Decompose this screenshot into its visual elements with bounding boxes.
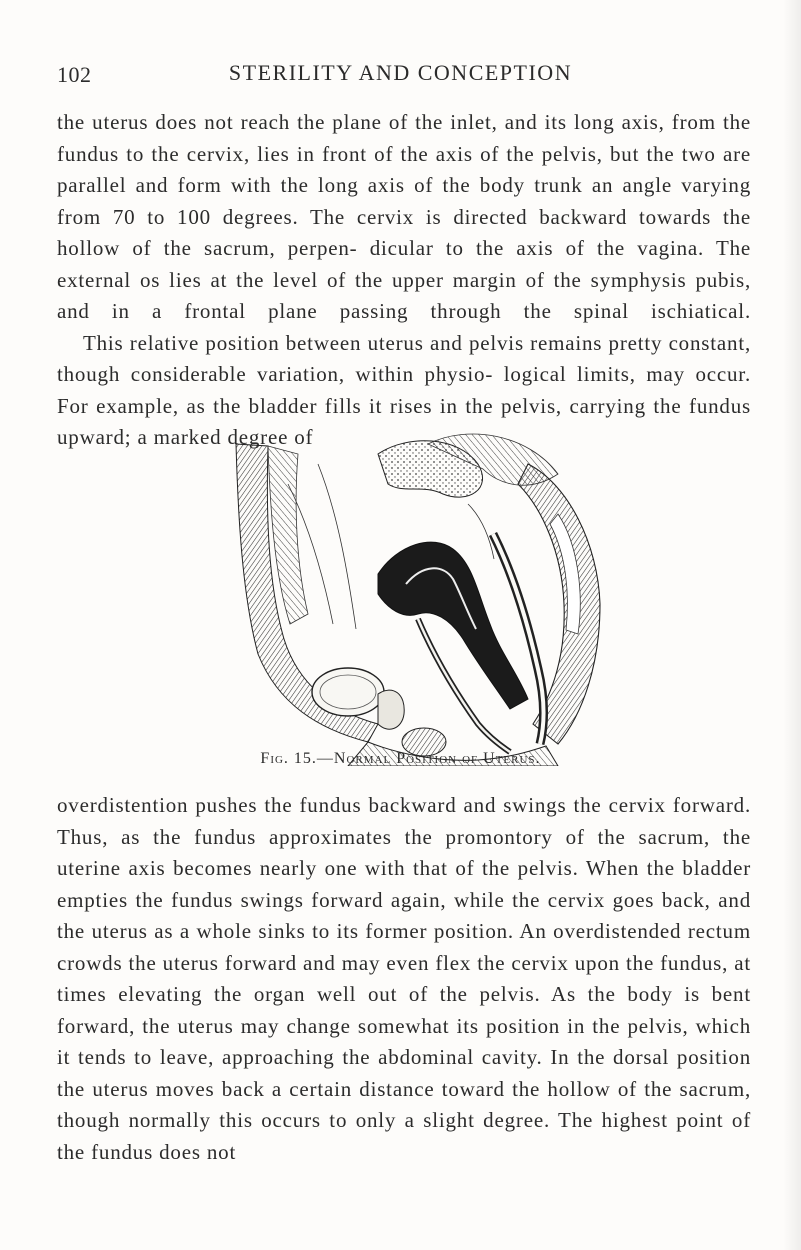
body-text-top xyxy=(57,107,751,454)
running-head: STERILITY AND CONCEPTION xyxy=(228,60,573,85)
anatomical-illustration xyxy=(228,424,609,766)
figure-caption: Fig. 15.—Normal Position of Uterus. xyxy=(260,750,541,767)
paragraph: overdistention pushes the fundus backward and swings the cervix forward. Thus, as the fundus approximates the promontory of the sacrum, the uterine axis becomes nearly one with that of the pelvis. When the bladder empties the fundus swings forward again, while the cervix goes back, and the uterus as a whole sinks to its former position. An overdistended rectum crowds the uterus forward and may even flex the cervix upon the fundus, at times elevating the organ well out of the pelvis. As the body is bent forward, the uterus may change somewhat its position in the pelvis, which it tends to leave, approaching the abdominal cavity. In the dorsal position the uterus moves back a certain distance toward the hollow of the sacrum, though normally this occurs to only a slight degree. The highest point of the fundus does not xyxy=(57,793,751,1164)
paragraph: This relative position between uterus and pelvis remains pretty constant, though considerable variation, within physio- logical limits, may occur. For example, as the bladder fills it rises in the pelvis, carrying the fundus upward; a marked degree of xyxy=(57,330,751,449)
paragraph: the uterus does not reach the plane of the inlet, and its long axis, from the fundus to the cervix, lies in front of the axis of the pelvis, but the two are parallel and form with the long axis of the body trunk an angle varying from 70 to 100 degrees. The cervix is directed backward towards the hollow of the sacrum, perpen- dicular to the axis of the vagina. The external os lies at the level of the upper margin of the symphysis pubis, and in a frontal plane passing through the spinal ischiatical. xyxy=(57,110,751,323)
body-text-bottom xyxy=(57,790,751,1168)
page-number: 102 xyxy=(57,62,92,87)
page-edge-shadow xyxy=(783,0,801,1250)
